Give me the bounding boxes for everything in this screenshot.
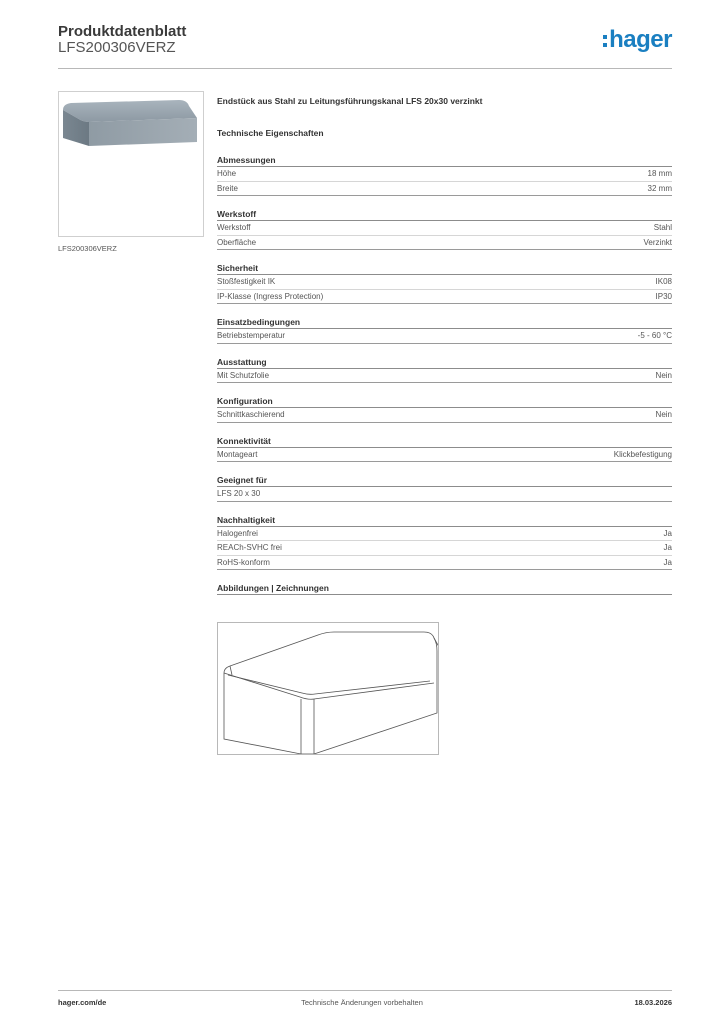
tech-properties-heading: Technische Eigenschaften	[217, 128, 324, 138]
footer-divider	[58, 990, 672, 991]
spec-value: 32 mm	[647, 183, 672, 193]
spec-label: Breite	[217, 183, 238, 193]
spec-label: Werkstoff	[217, 223, 251, 232]
spec-row	[217, 221, 672, 236]
spec-label: Höhe	[217, 169, 237, 178]
spec-value: Stahl	[653, 223, 672, 232]
section-konnektivitaet	[217, 436, 672, 463]
section-werkstoff	[217, 209, 672, 250]
technical-drawing	[217, 622, 439, 755]
logo-dots-icon	[603, 28, 607, 47]
spec-label: REACh-SVHC frei	[217, 543, 282, 552]
footer-website: hager.com/de	[58, 998, 107, 1007]
end-cap-drawing-icon	[218, 623, 438, 754]
section-title: Einsatzbedingungen	[217, 317, 672, 329]
spec-row	[217, 527, 672, 542]
product-render-icon	[59, 92, 203, 236]
section-nachhaltigkeit	[217, 515, 672, 571]
section-title: Konfiguration	[217, 396, 672, 408]
product-image-caption: LFS200306VERZ	[58, 244, 117, 253]
section-geeignet-fuer	[217, 475, 672, 502]
spec-row	[217, 408, 672, 423]
spec-label: IP-Klasse (Ingress Protection)	[217, 291, 324, 301]
product-image	[58, 91, 204, 237]
spec-row	[217, 448, 672, 463]
spec-label: Halogenfrei	[217, 528, 258, 538]
illustrations-heading: Abbildungen | Zeichnungen	[217, 583, 672, 595]
section-konfiguration	[217, 396, 672, 423]
page-title: Produktdatenblatt	[58, 23, 187, 40]
spec-row	[217, 541, 672, 556]
spec-label: Stoßfestigkeit IK	[217, 277, 276, 286]
spec-value: IP30	[655, 291, 672, 301]
section-title: Geeignet für	[217, 475, 672, 487]
header-divider	[58, 68, 672, 69]
spec-value: Ja	[663, 557, 672, 567]
spec-row	[217, 369, 672, 384]
section-title: Werkstoff	[217, 209, 672, 221]
spec-row	[217, 556, 672, 571]
hager-logo	[603, 28, 672, 52]
spec-row	[217, 236, 672, 251]
spec-label: Betriebstemperatur	[217, 331, 286, 340]
section-title: Abmessungen	[217, 155, 672, 167]
section-einsatzbedingungen	[217, 317, 672, 344]
section-title: Konnektivität	[217, 436, 672, 448]
spec-content	[217, 96, 672, 595]
spec-value: Nein	[655, 410, 672, 419]
spec-label: Montageart	[217, 449, 258, 459]
spec-value: Nein	[655, 370, 672, 380]
spec-row	[217, 290, 672, 305]
spec-value: IK08	[655, 277, 672, 286]
spec-label: LFS 20 x 30	[217, 489, 261, 498]
logo-text: hager	[609, 26, 672, 53]
page-subtitle: LFS200306VERZ	[58, 39, 176, 56]
section-sicherheit	[217, 263, 672, 304]
spec-row	[217, 329, 672, 344]
spec-row	[217, 182, 672, 197]
footer-date: 18.03.2026	[634, 998, 672, 1007]
section-title: Nachhaltigkeit	[217, 515, 672, 527]
spec-value: Ja	[663, 528, 672, 538]
spec-value: 18 mm	[647, 169, 672, 178]
section-title: Sicherheit	[217, 263, 672, 275]
spec-value: Klickbefestigung	[613, 449, 672, 459]
spec-value: Verzinkt	[643, 237, 672, 247]
section-abmessungen	[217, 155, 672, 196]
spec-row	[217, 487, 672, 502]
spec-row	[217, 167, 672, 182]
section-ausstattung	[217, 357, 672, 384]
spec-row	[217, 275, 672, 290]
spec-label: Schnittkaschierend	[217, 410, 285, 419]
product-description: Endstück aus Stahl zu Leitungsführungskanal LFS 20x30 verzinkt	[217, 96, 483, 106]
section-title: Ausstattung	[217, 357, 672, 369]
spec-value: Ja	[663, 543, 672, 552]
footer-note: Technische Änderungen vorbehalten	[301, 998, 423, 1007]
spec-label: RoHS-konform	[217, 557, 270, 567]
spec-label: Mit Schutzfolie	[217, 370, 270, 380]
spec-value: -5 - 60 °C	[637, 331, 672, 340]
spec-label: Oberfläche	[217, 237, 257, 247]
